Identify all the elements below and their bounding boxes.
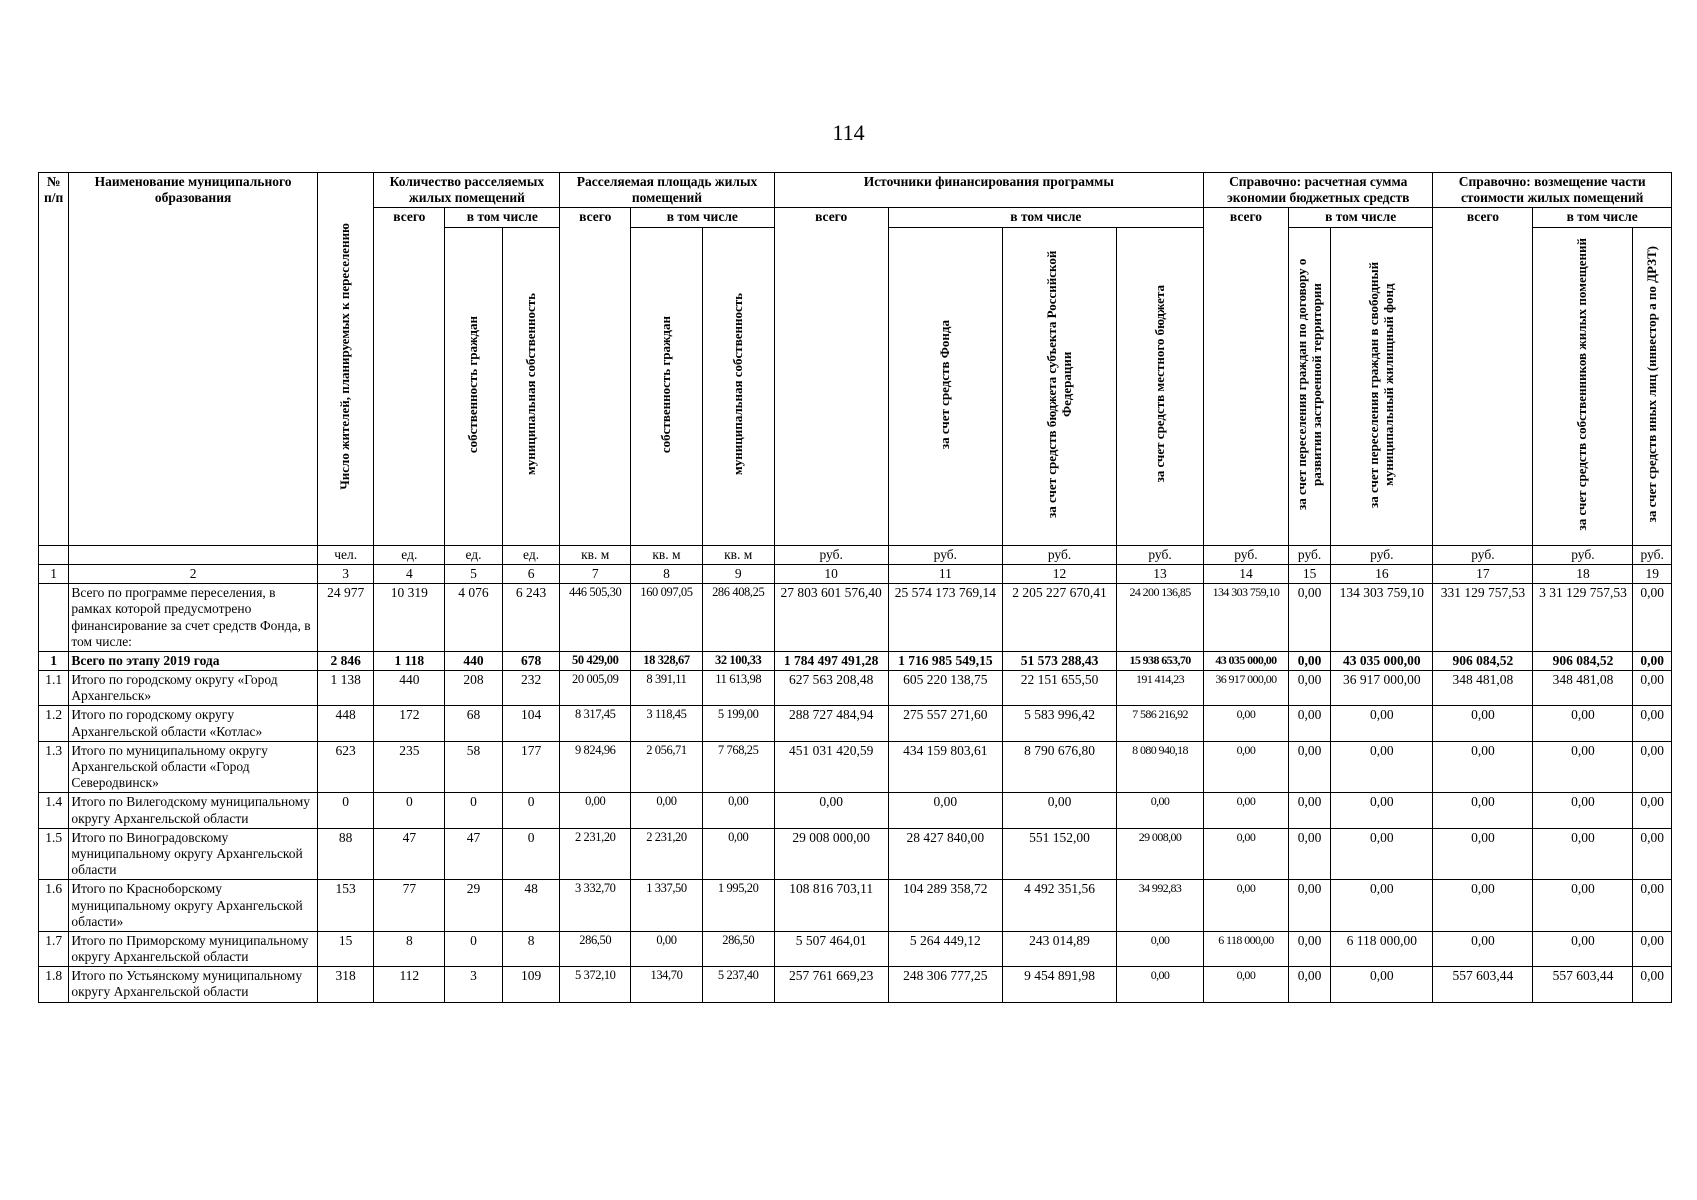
value-cell: 0,00	[1288, 706, 1330, 741]
value-cell: 10 319	[374, 584, 445, 652]
value-cell: 0,00	[1433, 931, 1533, 966]
value-cell: 623	[317, 741, 374, 793]
table-row	[39, 880, 1672, 932]
value-cell: 0,00	[1633, 584, 1672, 652]
value-cell: 4 492 351,56	[1002, 880, 1116, 932]
value-cell: 448	[317, 706, 374, 741]
value-cell: 0,00	[1433, 741, 1533, 793]
value-cell: 1 337,50	[631, 880, 703, 932]
value-cell: 0,00	[1533, 828, 1633, 880]
value-cell: 627 563 208,48	[774, 671, 888, 706]
value-cell: 0,00	[1204, 967, 1289, 1002]
value-cell: 8 080 940,18	[1117, 741, 1204, 793]
table-row	[39, 741, 1672, 793]
header-savings-total: всего	[1204, 208, 1289, 545]
value-cell: 0,00	[1433, 828, 1533, 880]
municipality-name: Итого по Приморскому муниципальному округу Архангельской области	[69, 931, 318, 966]
value-cell: 1 138	[317, 671, 374, 706]
municipality-name: Всего по программе переселения, в рамках которой предусмотрено финансирование за счет средств Фонда, в том числе:	[69, 584, 318, 652]
value-cell: 3 118,45	[631, 706, 703, 741]
value-cell: 134 303 759,10	[1204, 584, 1289, 652]
value-cell: 235	[374, 741, 445, 793]
header-area-incl: в том числе	[631, 208, 774, 227]
col-number: 17	[1433, 564, 1533, 583]
value-cell: 0,00	[1204, 793, 1289, 828]
header-other-funds: за счет средств иных лиц (инвестор а по ДРЗТ)	[1633, 227, 1672, 545]
value-cell: 0,00	[1204, 741, 1289, 793]
value-cell: 0	[502, 793, 560, 828]
value-cell: 36 917 000,00	[1331, 671, 1433, 706]
value-cell: 7 586 216,92	[1117, 706, 1204, 741]
value-cell: 0,00	[702, 828, 774, 880]
col-number: 14	[1204, 564, 1289, 583]
row-number: 1.3	[39, 741, 69, 793]
value-cell: 0,00	[1433, 793, 1533, 828]
value-cell: 0,00	[1288, 793, 1330, 828]
value-cell: 134 303 759,10	[1331, 584, 1433, 652]
value-cell: 7 768,25	[702, 741, 774, 793]
value-cell: 5 264 449,12	[888, 931, 1002, 966]
table-row	[39, 706, 1672, 741]
value-cell: 0,00	[1433, 706, 1533, 741]
value-cell: 0,00	[1288, 741, 1330, 793]
units-cell-empty	[69, 545, 318, 564]
value-cell: 47	[445, 828, 503, 880]
value-cell: 0,00	[1533, 880, 1633, 932]
header-owners-funds: за счет средств собственников жилых помещений	[1533, 227, 1633, 545]
value-cell: 24 977	[317, 584, 374, 652]
header-area-citizens: собственность граждан	[631, 227, 703, 545]
row-number: 1.2	[39, 706, 69, 741]
value-cell: 1 784 497 491,28	[774, 651, 888, 670]
unit-cell: руб.	[1002, 545, 1116, 564]
row-number: 1.8	[39, 967, 69, 1002]
value-cell: 109	[502, 967, 560, 1002]
unit-cell: чел.	[317, 545, 374, 564]
value-cell: 434 159 803,61	[888, 741, 1002, 793]
header-area-group: Расселяемая площадь жилых помещений	[560, 173, 774, 208]
value-cell: 5 583 996,42	[1002, 706, 1116, 741]
municipality-name: Итого по Устьянскому муниципальному округу Архангельской области	[69, 967, 318, 1002]
value-cell: 51 573 288,43	[1002, 651, 1116, 670]
value-cell: 288 727 484,94	[774, 706, 888, 741]
unit-cell: руб.	[1633, 545, 1672, 564]
municipality-name: Итого по Вилегодскому муниципальному округу Архангельской области	[69, 793, 318, 828]
value-cell: 0,00	[1331, 741, 1433, 793]
value-cell: 8 391,11	[631, 671, 703, 706]
unit-cell: кв. м	[702, 545, 774, 564]
header-finance-total: всего	[774, 208, 888, 545]
value-cell: 104 289 358,72	[888, 880, 1002, 932]
value-cell: 446 505,30	[560, 584, 631, 652]
value-cell: 191 414,23	[1117, 671, 1204, 706]
value-cell: 29	[445, 880, 503, 932]
value-cell: 0,00	[1633, 651, 1672, 670]
units-cell-empty	[39, 545, 69, 564]
header-subject-budget: за счет средств бюджета субъекта Российской Федерации	[1002, 227, 1116, 545]
value-cell: 0	[445, 793, 503, 828]
value-cell: 43 035 000,00	[1204, 651, 1289, 670]
header-rooms-total: всего	[374, 208, 445, 545]
row-number: 1.6	[39, 880, 69, 932]
value-cell: 232	[502, 671, 560, 706]
value-cell: 29 008 000,00	[774, 828, 888, 880]
value-cell: 208	[445, 671, 503, 706]
value-cell: 275 557 271,60	[888, 706, 1002, 741]
value-cell: 0,00	[1002, 793, 1116, 828]
header-savings-group: Справочно: расчетная сумма экономии бюджетных средств	[1204, 173, 1433, 208]
value-cell: 0,00	[702, 793, 774, 828]
value-cell: 9 824,96	[560, 741, 631, 793]
value-cell: 318	[317, 967, 374, 1002]
value-cell: 6 118 000,00	[1331, 931, 1433, 966]
value-cell: 2 846	[317, 651, 374, 670]
value-cell: 906 084,52	[1433, 651, 1533, 670]
value-cell: 6 118 000,00	[1204, 931, 1289, 966]
value-cell: 0,00	[1288, 584, 1330, 652]
unit-cell: руб.	[1533, 545, 1633, 564]
value-cell: 34 992,83	[1117, 880, 1204, 932]
col-number: 19	[1633, 564, 1672, 583]
header-no: № п/п	[39, 173, 69, 546]
value-cell: 5 372,10	[560, 967, 631, 1002]
col-number: 4	[374, 564, 445, 583]
value-cell: 5 199,00	[702, 706, 774, 741]
value-cell: 1 995,20	[702, 880, 774, 932]
value-cell: 331 129 757,53	[1433, 584, 1533, 652]
col-number: 16	[1331, 564, 1433, 583]
value-cell: 0,00	[1331, 828, 1433, 880]
value-cell: 0,00	[1633, 931, 1672, 966]
value-cell: 9 454 891,98	[1002, 967, 1116, 1002]
header-comp-total: всего	[1433, 208, 1533, 545]
value-cell: 0,00	[1633, 671, 1672, 706]
value-cell: 48	[502, 880, 560, 932]
value-cell: 29 008,00	[1117, 828, 1204, 880]
value-cell: 2 205 227 670,41	[1002, 584, 1116, 652]
table-row	[39, 671, 1672, 706]
header-area-total: всего	[560, 208, 631, 545]
unit-cell: руб.	[1433, 545, 1533, 564]
value-cell: 20 005,09	[560, 671, 631, 706]
value-cell: 0,00	[1288, 880, 1330, 932]
value-cell: 557 603,44	[1433, 967, 1533, 1002]
municipality-name: Итого по муниципальному округу Архангельской области «Город Северодвинск»	[69, 741, 318, 793]
value-cell: 25 574 173 769,14	[888, 584, 1002, 652]
header-residents: Число жителей, планируемых к переселению	[317, 173, 374, 546]
value-cell: 440	[374, 671, 445, 706]
header-rooms-municipal: муниципальная собственность	[502, 227, 560, 545]
value-cell: 3 332,70	[560, 880, 631, 932]
value-cell: 0,00	[1117, 931, 1204, 966]
value-cell: 248 306 777,25	[888, 967, 1002, 1002]
value-cell: 32 100,33	[702, 651, 774, 670]
value-cell: 8 790 676,80	[1002, 741, 1116, 793]
value-cell: 36 917 000,00	[1204, 671, 1289, 706]
page-number: 114	[832, 120, 865, 145]
value-cell: 0	[317, 793, 374, 828]
value-cell: 22 151 655,50	[1002, 671, 1116, 706]
header-rooms-group: Количество расселяемых жилых помещений	[374, 173, 560, 208]
header-comp-incl: в том числе	[1533, 208, 1672, 227]
header-savings-contract: за счет переселения граждан по договору о развитии застроенной территории	[1288, 227, 1330, 545]
value-cell: 440	[445, 651, 503, 670]
value-cell: 77	[374, 880, 445, 932]
value-cell: 0	[374, 793, 445, 828]
value-cell: 605 220 138,75	[888, 671, 1002, 706]
header-savings-incl: в том числе	[1288, 208, 1433, 227]
resettlement-table	[38, 172, 1672, 1003]
value-cell: 1 716 985 549,15	[888, 651, 1002, 670]
unit-cell: ед.	[502, 545, 560, 564]
value-cell: 348 481,08	[1433, 671, 1533, 706]
value-cell: 8	[374, 931, 445, 966]
value-cell: 0,00	[1533, 931, 1633, 966]
value-cell: 3	[445, 967, 503, 1002]
header-rooms-citizens: собственность граждан	[445, 227, 503, 545]
unit-cell: руб.	[888, 545, 1002, 564]
units-row	[39, 545, 1672, 564]
value-cell: 27 803 601 576,40	[774, 584, 888, 652]
unit-cell: руб.	[1117, 545, 1204, 564]
municipality-name: Итого по городскому округу «Город Архангельск»	[69, 671, 318, 706]
value-cell: 8	[502, 931, 560, 966]
value-cell: 0,00	[1331, 967, 1433, 1002]
value-cell: 0,00	[1288, 931, 1330, 966]
value-cell: 0,00	[631, 793, 703, 828]
row-number: 1.7	[39, 931, 69, 966]
value-cell: 8 317,45	[560, 706, 631, 741]
value-cell: 0,00	[1204, 880, 1289, 932]
value-cell: 286,50	[560, 931, 631, 966]
col-number: 15	[1288, 564, 1330, 583]
table-row	[39, 584, 1672, 652]
header-savings-free: за счет переселения граждан в свободный муниципальный жилищный фонд	[1331, 227, 1433, 545]
value-cell: 0,00	[774, 793, 888, 828]
value-cell: 0,00	[1633, 828, 1672, 880]
value-cell: 172	[374, 706, 445, 741]
value-cell: 160 097,05	[631, 584, 703, 652]
value-cell: 0,00	[1288, 671, 1330, 706]
value-cell: 2 231,20	[631, 828, 703, 880]
col-number: 2	[69, 564, 318, 583]
municipality-name: Всего по этапу 2019 года	[69, 651, 318, 670]
value-cell: 906 084,52	[1533, 651, 1633, 670]
value-cell: 0	[502, 828, 560, 880]
value-cell: 2 056,71	[631, 741, 703, 793]
value-cell: 0,00	[1331, 706, 1433, 741]
value-cell: 28 427 840,00	[888, 828, 1002, 880]
value-cell: 4 076	[445, 584, 503, 652]
value-cell: 88	[317, 828, 374, 880]
value-cell: 1 118	[374, 651, 445, 670]
header-area-municipal: муниципальная собственность	[702, 227, 774, 545]
header-fund: за счет средств Фонда	[888, 227, 1002, 545]
value-cell: 24 200 136,85	[1117, 584, 1204, 652]
value-cell: 0,00	[560, 793, 631, 828]
value-cell: 134,70	[631, 967, 703, 1002]
value-cell: 5 507 464,01	[774, 931, 888, 966]
value-cell: 50 429,00	[560, 651, 631, 670]
col-number: 6	[502, 564, 560, 583]
col-number: 1	[39, 564, 69, 583]
value-cell: 0,00	[1633, 967, 1672, 1002]
unit-cell: ед.	[445, 545, 503, 564]
value-cell: 551 152,00	[1002, 828, 1116, 880]
value-cell: 0,00	[1117, 967, 1204, 1002]
value-cell: 0,00	[1331, 793, 1433, 828]
header-finance-incl: в том числе	[888, 208, 1203, 227]
header-finance-group: Источники финансирования программы	[774, 173, 1203, 208]
header-local-budget: за счет средств местного бюджета	[1117, 227, 1204, 545]
value-cell: 58	[445, 741, 503, 793]
value-cell: 0,00	[1633, 706, 1672, 741]
value-cell: 153	[317, 880, 374, 932]
value-cell: 177	[502, 741, 560, 793]
table-row	[39, 931, 1672, 966]
municipality-name: Итого по Виноградовскому муниципальному округу Архангельской области	[69, 828, 318, 880]
value-cell: 257 761 669,23	[774, 967, 888, 1002]
col-number: 7	[560, 564, 631, 583]
col-number: 11	[888, 564, 1002, 583]
value-cell: 348 481,08	[1533, 671, 1633, 706]
row-number: 1.1	[39, 671, 69, 706]
col-number: 9	[702, 564, 774, 583]
value-cell: 2 231,20	[560, 828, 631, 880]
value-cell: 0,00	[1288, 967, 1330, 1002]
value-cell: 0,00	[1433, 880, 1533, 932]
value-cell: 0,00	[1117, 793, 1204, 828]
value-cell: 0,00	[888, 793, 1002, 828]
unit-cell: кв. м	[560, 545, 631, 564]
value-cell: 0,00	[1331, 880, 1433, 932]
col-number: 3	[317, 564, 374, 583]
value-cell: 286,50	[702, 931, 774, 966]
value-cell: 15	[317, 931, 374, 966]
municipality-name: Итого по Красноборскому муниципальному округу Архангельской области»	[69, 880, 318, 932]
value-cell: 15 938 653,70	[1117, 651, 1204, 670]
column-numbers-row	[39, 564, 1672, 583]
col-number: 10	[774, 564, 888, 583]
header-name: Наименование муниципального образования	[69, 173, 318, 546]
value-cell: 0,00	[1633, 741, 1672, 793]
unit-cell: кв. м	[631, 545, 703, 564]
col-number: 18	[1533, 564, 1633, 583]
value-cell: 451 031 420,59	[774, 741, 888, 793]
value-cell: 0,00	[1633, 793, 1672, 828]
value-cell: 5 237,40	[702, 967, 774, 1002]
row-number: 1.4	[39, 793, 69, 828]
value-cell: 0,00	[1288, 651, 1330, 670]
value-cell: 0,00	[1533, 741, 1633, 793]
value-cell: 0,00	[1633, 880, 1672, 932]
value-cell: 0,00	[1533, 706, 1633, 741]
value-cell: 108 816 703,11	[774, 880, 888, 932]
value-cell: 0,00	[1533, 793, 1633, 828]
unit-cell: ед.	[374, 545, 445, 564]
value-cell: 243 014,89	[1002, 931, 1116, 966]
table-row	[39, 967, 1672, 1002]
value-cell: 11 613,98	[702, 671, 774, 706]
municipality-name: Итого по городскому округу Архангельской области «Котлас»	[69, 706, 318, 741]
value-cell: 0,00	[1288, 828, 1330, 880]
table-row	[39, 828, 1672, 880]
col-number: 8	[631, 564, 703, 583]
value-cell: 557 603,44	[1533, 967, 1633, 1002]
value-cell: 0	[445, 931, 503, 966]
header-compensation-group: Справочно: возмещение части стоимости жилых помещений	[1433, 173, 1672, 208]
table-row	[39, 793, 1672, 828]
col-number: 12	[1002, 564, 1116, 583]
value-cell: 47	[374, 828, 445, 880]
table-row	[39, 651, 1672, 670]
value-cell: 0,00	[1204, 828, 1289, 880]
row-number: 1	[39, 651, 69, 670]
header-rooms-incl: в том числе	[445, 208, 560, 227]
unit-cell: руб.	[1204, 545, 1289, 564]
value-cell: 6 243	[502, 584, 560, 652]
value-cell: 18 328,67	[631, 651, 703, 670]
row-number	[39, 584, 69, 652]
col-number: 5	[445, 564, 503, 583]
row-number: 1.5	[39, 828, 69, 880]
value-cell: 0,00	[631, 931, 703, 966]
value-cell: 286 408,25	[702, 584, 774, 652]
value-cell: 43 035 000,00	[1331, 651, 1433, 670]
unit-cell: руб.	[1288, 545, 1330, 564]
value-cell: 0,00	[1204, 706, 1289, 741]
value-cell: 3 31 129 757,53	[1533, 584, 1633, 652]
unit-cell: руб.	[1331, 545, 1433, 564]
value-cell: 68	[445, 706, 503, 741]
value-cell: 678	[502, 651, 560, 670]
value-cell: 112	[374, 967, 445, 1002]
value-cell: 104	[502, 706, 560, 741]
unit-cell: руб.	[774, 545, 888, 564]
col-number: 13	[1117, 564, 1204, 583]
